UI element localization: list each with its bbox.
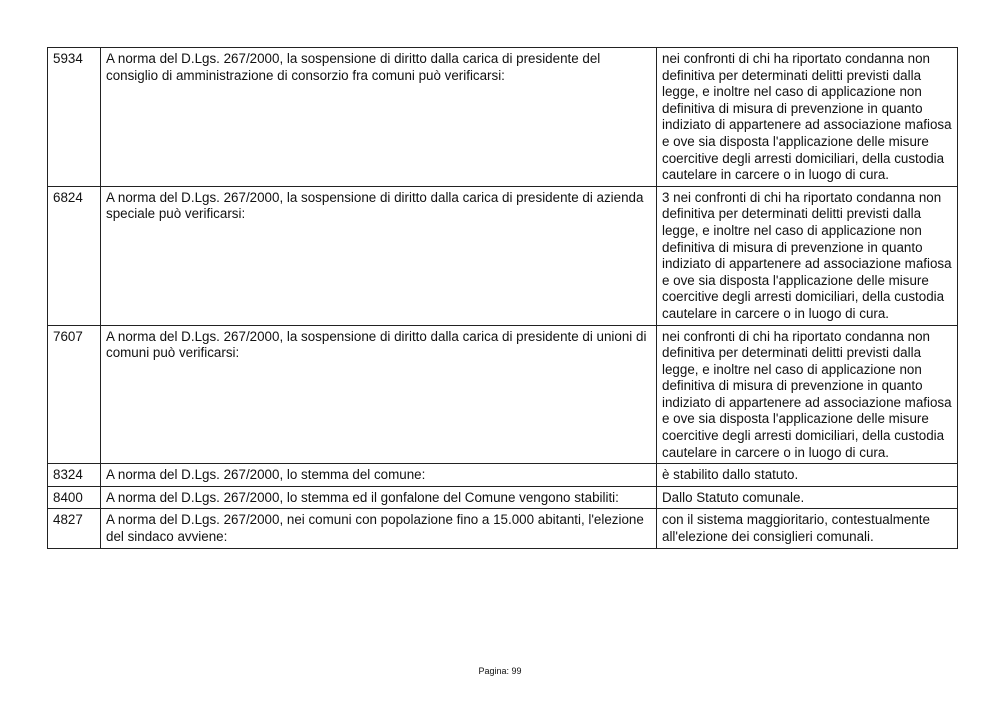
answer-text: con il sistema maggioritario, contestualmente all'elezione dei consiglieri comunali.: [657, 509, 958, 548]
question-text: A norma del D.Lgs. 267/2000, la sospensione di diritto dalla carica di presidente del consiglio di amministrazione di consorzio fra comuni può verificarsi:: [101, 48, 657, 187]
question-id: 5934: [48, 48, 101, 187]
question-id: 6824: [48, 186, 101, 325]
table-row: [48, 186, 958, 325]
table-row: [48, 509, 958, 548]
question-text: A norma del D.Lgs. 267/2000, nei comuni con popolazione fino a 15.000 abitanti, l'elezione del sindaco avviene:: [101, 509, 657, 548]
table-row: [48, 325, 958, 464]
table-row: [48, 48, 958, 187]
answer-text: Dallo Statuto comunale.: [657, 486, 958, 509]
answer-text: nei confronti di chi ha riportato condanna non definitiva per determinati delitti previsti dalla legge, e inoltre nel caso di applicazione non definitiva di misura di prevenzione in quanto indiziato di appartenere ad associazione mafiosa e ove sia disposta l'applicazione delle misure coercitive degli arresti domiciliari, della custodia cautelare in carcere o in luogo di cura.: [657, 48, 958, 187]
question-id: 8400: [48, 486, 101, 509]
question-id: 7607: [48, 325, 101, 464]
question-text: A norma del D.Lgs. 267/2000, lo stemma del comune:: [101, 464, 657, 487]
table-row: [48, 464, 958, 487]
answer-text: è stabilito dallo statuto.: [657, 464, 958, 487]
question-text: A norma del D.Lgs. 267/2000, la sospensione di diritto dalla carica di presidente di unioni di comuni può verificarsi:: [101, 325, 657, 464]
question-id: 8324: [48, 464, 101, 487]
answer-text: 3 nei confronti di chi ha riportato condanna non definitiva per determinati delitti previsti dalla legge, e inoltre nel caso di applicazione non definitiva di misura di prevenzione in quanto indiziato di appartenere ad associazione mafiosa e ove sia disposta l'applicazione delle misure coercitive degli arresti domiciliari, della custodia cautelare in carcere o in luogo di cura.: [657, 186, 958, 325]
page-number: Pagina: 99: [478, 666, 522, 676]
question-text: A norma del D.Lgs. 267/2000, lo stemma ed il gonfalone del Comune vengono stabiliti:: [101, 486, 657, 509]
question-table: [47, 47, 958, 549]
table-row: [48, 486, 958, 509]
question-id: 4827: [48, 509, 101, 548]
question-text: A norma del D.Lgs. 267/2000, la sospensione di diritto dalla carica di presidente di azienda speciale può verificarsi:: [101, 186, 657, 325]
answer-text: nei confronti di chi ha riportato condanna non definitiva per determinati delitti previsti dalla legge, e inoltre nel caso di applicazione non definitiva di misura di prevenzione in quanto indiziato di appartenere ad associazione mafiosa e ove sia disposta l'applicazione delle misure coercitive degli arresti domiciliari, della custodia cautelare in carcere o in luogo di cura.: [657, 325, 958, 464]
